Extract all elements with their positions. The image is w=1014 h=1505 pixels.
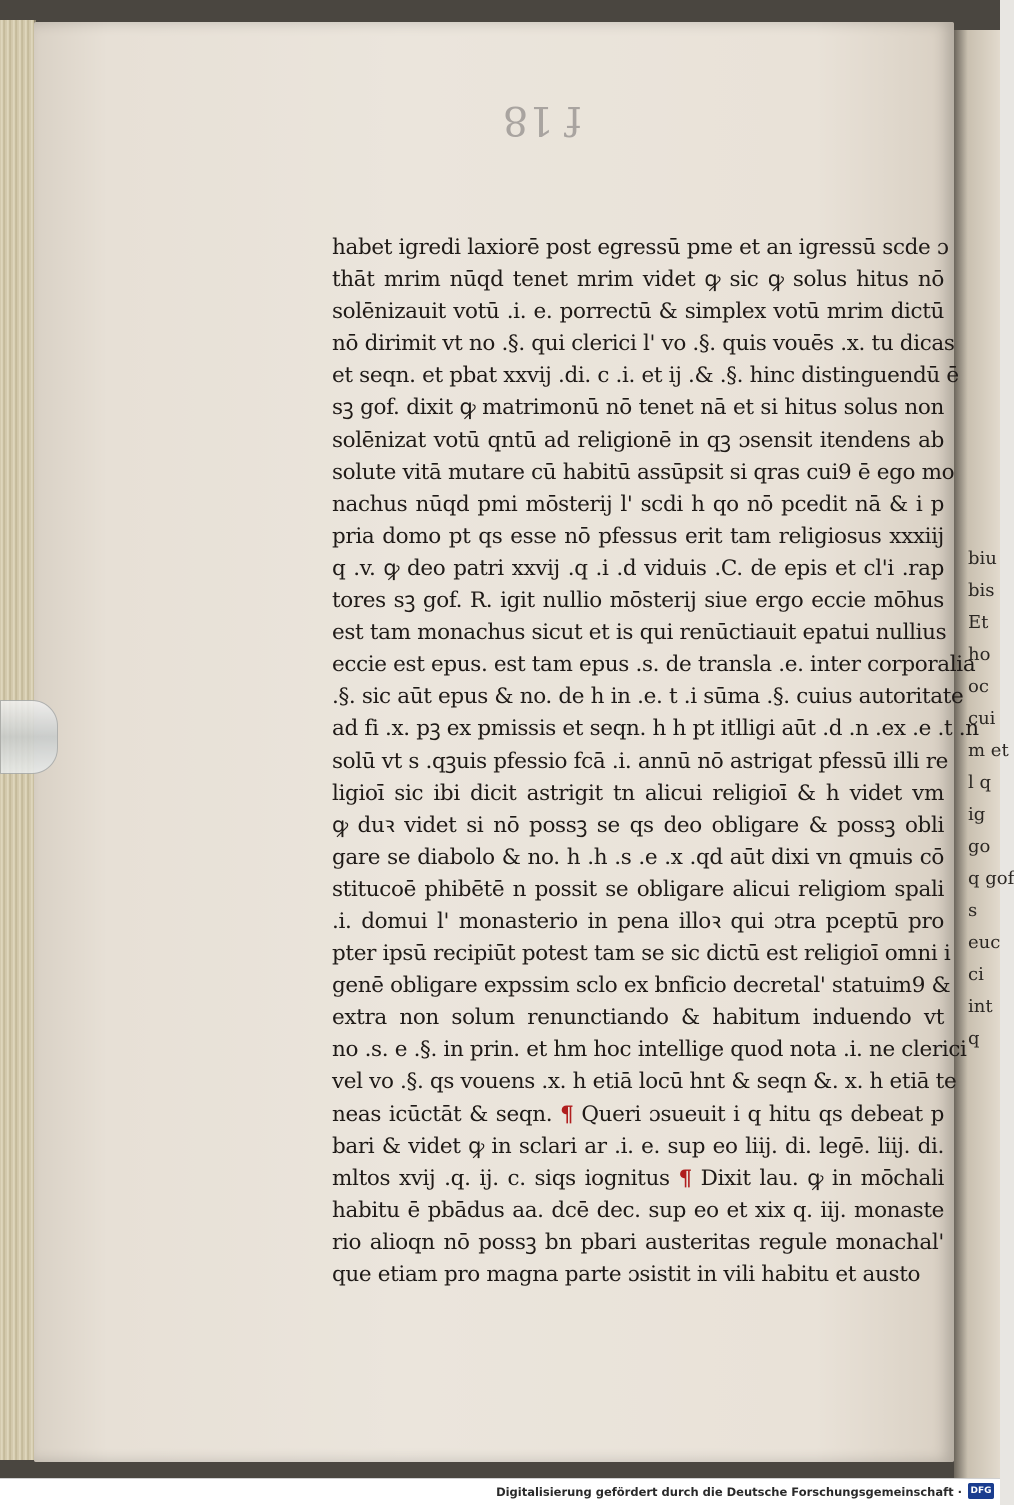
text-block (332, 232, 979, 1291)
text-segment: thāt mrim nūqd tenet mrim videt ꝙ sic ꝙ solus hitus nō (332, 267, 944, 293)
facing-page-fragment: s (968, 900, 978, 921)
facing-page-fragment: int (968, 996, 993, 1017)
text-line (332, 489, 944, 521)
text-segment: bari & videt ꝙ in sclari ar .i. e. sup eo liij. di. legē. liij. di. (332, 1133, 944, 1159)
text-segment: ꝙ duꝛ videt si nō possꝫ se qs deo obligare & possꝫ obli (332, 812, 944, 838)
text-line (332, 1163, 944, 1195)
text-segment: rio alioqn nō possꝫ bn pbari austeritas regule monachal' (332, 1229, 944, 1255)
text-line (332, 617, 947, 649)
text-segment: habet igredi laxiorē post egressū pme et an igressū scde ɔ (332, 235, 949, 260)
text-segment: gare se diabolo & no. h .h .s .e .x .qd aūt dixi vn qmuis cō (332, 844, 944, 870)
text-segment: no .s. e .§. in prin. et hm hoc intellige quod nota .i. ne clerici (332, 1037, 967, 1063)
text-segment: extra non solum renunctiando & habitum induendo vt (332, 1005, 944, 1031)
facing-page-fragment: ci (968, 964, 984, 985)
facing-page (954, 30, 1014, 1478)
page-clip (0, 700, 58, 774)
facing-page-fragment: q gof (968, 868, 1014, 889)
text-segment: tores sꝫ gof. R. igit nullio mōsterij siue ergo eccie mōhus (332, 588, 944, 614)
facing-page-fragment: l q (968, 772, 992, 793)
facing-page-fragment: go (968, 836, 991, 857)
text-segment: habitu ē pbādus aa. dcē dec. sup eo et xix q. iij. monaste (332, 1197, 944, 1223)
text-line (332, 392, 944, 424)
text-line (332, 1034, 967, 1066)
text-line (332, 842, 944, 874)
text-line (332, 360, 959, 392)
text-line (332, 521, 944, 553)
text-segment: solēnizauit votū .i. e. porrectū & simplex votū mrim dictū (332, 299, 944, 325)
text-segment: est tam monachus sicut et is qui renūctiauit epatui nullius (332, 620, 947, 646)
facing-page-fragment: euc (968, 932, 1001, 953)
text-line (332, 938, 951, 970)
text-line (332, 746, 949, 778)
text-line (332, 810, 944, 842)
text-segment: mltos xvij .q. ij. c. siqs iognitus (332, 1165, 679, 1191)
text-line (332, 457, 955, 489)
text-segment: pter ipsū recipiūt potest tam se sic dictū est religioī omni i (332, 941, 951, 967)
text-segment: .i. domui l' monasterio in pena illoꝛ qui ɔtra pceptū pro (332, 908, 944, 934)
facing-page-fragment: cui (968, 708, 996, 729)
text-line (332, 778, 944, 810)
text-line (332, 1259, 944, 1291)
facing-page-fragment: q (968, 1028, 980, 1049)
text-line (332, 1066, 957, 1098)
facing-page-fragment: ho (968, 644, 991, 665)
footer-bar (0, 1478, 1000, 1505)
text-line (332, 1227, 944, 1259)
text-segment: solū vt s .qꝫuis pfessio fcā .i. annū nō astrigat pfessū illi re (332, 748, 949, 774)
text-line (332, 1195, 944, 1227)
text-segment: solēnizat votū qntū ad religionē in qꝫ ɔsensit itendens ab (332, 427, 944, 453)
facing-page-fragment: Et (968, 612, 989, 633)
text-segment: neas icūctāt & seqn. (332, 1101, 561, 1127)
text-segment: stitucoē phibētē n possit se obligare alicui religiom spali (332, 876, 944, 902)
facing-page-fragment: m et (968, 740, 1009, 761)
text-line (332, 553, 944, 585)
text-line (332, 232, 949, 264)
text-line (332, 296, 944, 328)
text-segment: et seqn. et pbat xxvij .di. c .i. et ij .& .§. hinc distinguendū ē (332, 363, 959, 389)
dfg-logo: DFG (968, 1483, 994, 1499)
text-segment: sꝫ gof. dixit ꝙ matrimonū nō tenet nā et si hitus solus non (332, 395, 944, 421)
text-segment: eccie est epus. est tam epus .s. de transla .e. inter corporalia (332, 652, 976, 678)
text-segment: Queri ɔsueuit i q hitu qs debeat p (573, 1101, 945, 1127)
facing-page-fragment: oc (968, 676, 989, 697)
facing-page-fragment: bis (968, 580, 995, 601)
text-line (332, 1099, 944, 1131)
funding-credit: Digitalisierung gefördert durch die Deutsche Forschungsgemeinschaft · (496, 1485, 962, 1499)
text-line (332, 713, 979, 745)
text-segment: ligioī sic ibi dicit astrigit tn alicui religioī & h videt vm (332, 780, 944, 806)
text-segment: genē obligare expssim sclo ex bnficio decretal' statuim9 & (332, 973, 951, 999)
text-line (332, 649, 976, 681)
text-segment: que etiam pro magna parte ɔsistit in vili habitu et austo (332, 1262, 921, 1287)
facing-page-fragment: biu (968, 548, 997, 569)
text-segment: solute vitā mutare cū habitū assūpsit si qras cui9 ē ego mo (332, 459, 955, 485)
text-line (332, 681, 964, 713)
text-segment: .§. sic aūt epus & no. de h in .e. t .i sūma .§. cuius autoritate (332, 684, 964, 710)
text-line (332, 425, 944, 457)
rubric-mark: ¶ (678, 1165, 692, 1191)
text-line (332, 970, 951, 1002)
text-line (332, 1002, 944, 1034)
text-segment: nō dirimit vt no .§. qui clerici l' vo .§. quis vouēs .x. tu dicas (332, 331, 955, 357)
text-line (332, 328, 955, 360)
text-segment: Dixit lau. ꝙ in mōchali (691, 1165, 944, 1191)
text-segment: ad fi .x. pꝫ ex pmissis et seqn. h h pt itlligi aūt .d .n .ex .e .t .n (332, 716, 979, 742)
text-line (332, 906, 944, 938)
text-line (332, 1131, 944, 1163)
text-line (332, 264, 944, 296)
facing-page-fragment: ig (968, 804, 986, 825)
text-line (332, 874, 944, 906)
text-segment: nachus nūqd pmi mōsterij l' scdi h qo nō pcedit nā & i p (332, 491, 944, 517)
folio-number: f 18 (502, 97, 582, 143)
text-line (332, 585, 944, 617)
text-segment: vel vo .§. qs vouens .x. h etiā locū hnt & seqn &. x. h etiā te (332, 1069, 957, 1095)
rubric-mark: ¶ (560, 1101, 574, 1127)
text-segment: pria domo pt qs esse nō pfessus erit tam religiosus xxxiij (332, 523, 944, 549)
text-segment: q .v. ꝙ deo patri xxvij .q .i .d viduis .C. de epis et cl'i .rap (332, 555, 944, 581)
